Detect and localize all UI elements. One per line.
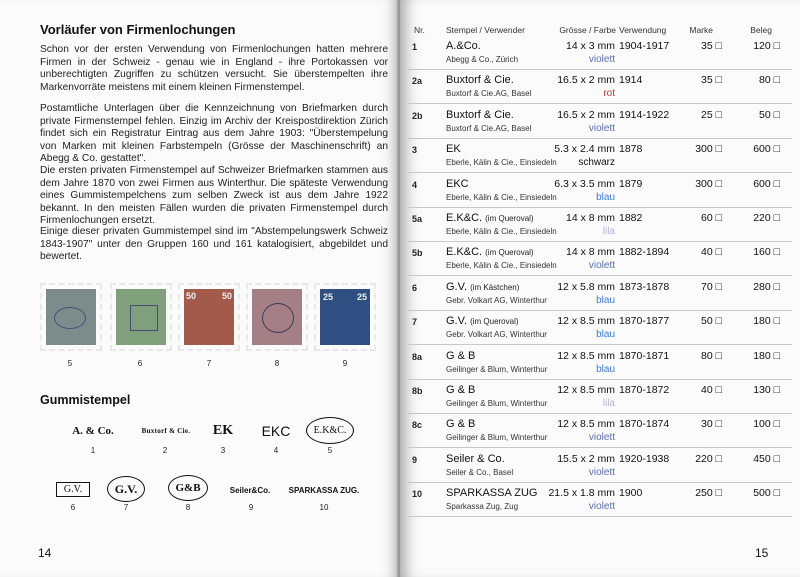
row-verwendung: 1873-1878 <box>619 280 670 293</box>
row-groesse: 12 x 8.5 mm <box>557 418 615 431</box>
gummistempel-5-text: E.K&C. <box>313 425 347 436</box>
gummi-caption-8: 8 <box>185 503 191 512</box>
header-groesse: Grösse / Farbe <box>559 25 616 35</box>
row-stempel-name: G.V. <box>446 315 467 328</box>
row-nr: 5b <box>412 248 423 259</box>
row-stempel <box>446 246 534 258</box>
row-stempel <box>446 212 534 224</box>
row-marke: 300 □ <box>695 143 722 156</box>
gummi-caption-3: 3 <box>220 446 226 455</box>
row-verwender: Eberle, Kälin & Cie., Einsiedeln <box>446 158 557 168</box>
row-nr: 10 <box>412 489 423 500</box>
gummi-caption-9: 9 <box>248 503 254 512</box>
header-verwendung: Verwendung <box>619 25 667 35</box>
row-marke: 220 □ <box>695 452 722 465</box>
row-groesse: 12 x 8.5 mm <box>557 384 615 396</box>
row-verwender: Sparkassa Zug, Zug <box>446 502 519 512</box>
table-row <box>400 209 800 242</box>
row-beleg: 120 □ <box>753 40 780 52</box>
row-groesse: 21.5 x 1.8 mm <box>548 487 615 500</box>
row-divider <box>408 69 792 70</box>
row-divider <box>408 413 792 414</box>
row-farbe: violett <box>588 432 615 444</box>
row-nr: 9 <box>412 454 418 465</box>
row-divider <box>408 275 792 276</box>
stamp-value-7: 50 <box>186 291 197 301</box>
gummistempel-8 <box>168 475 208 501</box>
row-stempel <box>446 315 519 327</box>
row-verwender: Gebr. Volkart AG, Winterthur <box>446 295 547 305</box>
row-farbe: blau <box>596 363 615 375</box>
row-divider <box>408 310 792 311</box>
gummi-caption-2: 2 <box>162 446 168 455</box>
row-farbe: violett <box>588 501 615 513</box>
row-stempel-name: SPARKASSA ZUG <box>446 487 538 500</box>
row-farbe: schwarz <box>578 157 615 169</box>
stamp-caption-6: 6 <box>137 359 143 368</box>
row-beleg: 500 □ <box>753 487 780 500</box>
row-groesse: 16.5 x 2 mm <box>557 74 615 87</box>
row-marke: 250 □ <box>695 487 722 500</box>
row-stempel-name: Seiler & Co. <box>446 452 505 465</box>
header-beleg: Beleg <box>750 25 772 35</box>
stamp-image-6 <box>110 283 172 351</box>
row-verwender: Geilinger & Blum, Winterthur <box>446 364 548 374</box>
gummistempel-10: SPARKASSA ZUG. <box>288 486 360 495</box>
row-nr: 8c <box>412 420 423 431</box>
row-verwender: Gebr. Volkart AG, Winterthur <box>446 330 547 340</box>
row-beleg: 180 □ <box>753 315 780 328</box>
row-marke: 25 □ <box>701 108 722 121</box>
row-stempel-name: EKC <box>446 177 469 190</box>
gummistempel-9: Seiler&Co. <box>229 486 271 495</box>
row-verwendung: 1878 <box>619 143 643 156</box>
gummistempel-1: A. & Co. <box>72 425 114 437</box>
gummistempel-6 <box>56 482 90 497</box>
gummistempel-7-text: G.V. <box>114 481 138 496</box>
row-marke: 30 □ <box>701 418 722 431</box>
row-stempel-name: G & B <box>446 418 476 431</box>
row-farbe: blau <box>596 294 615 306</box>
row-beleg: 180 □ <box>753 349 780 362</box>
row-divider <box>408 207 792 208</box>
row-nr: 2a <box>412 76 423 87</box>
gummi-caption-1: 1 <box>90 446 96 455</box>
row-stempel-name: Buxtorf & Cie. <box>446 74 514 87</box>
gummistempel-4: EKC <box>261 423 291 439</box>
table-row <box>400 37 800 70</box>
row-farbe: blau <box>596 329 615 341</box>
page-number-right: 15 <box>755 546 769 560</box>
row-stempel-note: (im Queroval) <box>485 214 534 223</box>
row-stempel-name: G & B <box>446 384 476 396</box>
row-groesse: 15.5 x 2 mm <box>557 452 615 465</box>
stamp-image-9 <box>314 283 376 351</box>
row-verwender: Buxtorf & Cie.AG, Basel <box>446 123 532 133</box>
row-stempel <box>446 281 519 293</box>
table-row <box>400 450 800 483</box>
stamp-overprint-box <box>130 305 158 331</box>
row-nr: 2b <box>412 110 423 121</box>
row-verwendung: 1882-1894 <box>619 246 670 259</box>
row-groesse: 16.5 x 2 mm <box>557 108 615 121</box>
row-marke: 40 □ <box>701 384 722 396</box>
row-stempel <box>446 178 469 190</box>
row-beleg: 600 □ <box>753 143 780 156</box>
row-groesse: 6.3 x 3.5 mm <box>554 177 615 190</box>
row-verwender: Eberle, Kälin & Cie., Einsiedeln <box>446 227 557 236</box>
row-divider <box>408 516 792 517</box>
table-row <box>400 140 800 173</box>
gummistempel-3: EK <box>212 423 234 438</box>
row-divider <box>408 241 792 242</box>
row-stempel <box>446 487 538 499</box>
row-verwendung: 1904-1917 <box>619 40 670 52</box>
row-beleg: 100 □ <box>753 418 780 431</box>
row-marke: 300 □ <box>695 177 722 190</box>
row-verwendung: 1914-1922 <box>619 108 670 121</box>
row-farbe: blau <box>596 191 615 203</box>
gummi-caption-6: 6 <box>70 503 76 512</box>
row-beleg: 450 □ <box>753 452 780 465</box>
row-verwendung: 1870-1874 <box>619 418 670 431</box>
row-divider <box>408 447 792 448</box>
row-verwender: Abegg & Co., Zürich <box>446 55 519 64</box>
stamp-caption-7: 7 <box>206 359 212 368</box>
row-divider <box>408 172 792 173</box>
row-verwendung: 1879 <box>619 177 643 190</box>
row-verwendung: 1900 <box>619 487 643 500</box>
stamp-value-7b: 50 <box>221 291 232 301</box>
row-farbe: violett <box>588 122 615 134</box>
row-groesse: 14 x 3 mm <box>565 40 615 52</box>
stamp-caption-9: 9 <box>342 359 348 368</box>
row-marke: 50 □ <box>701 315 722 328</box>
stamp-overprint-oval <box>54 307 86 329</box>
row-beleg: 600 □ <box>753 177 780 190</box>
row-marke: 60 □ <box>701 212 722 224</box>
stamp-image-8 <box>246 283 308 351</box>
row-groesse: 5.3 x 2.4 mm <box>554 143 615 156</box>
row-verwendung: 1882 <box>619 212 643 224</box>
row-nr: 7 <box>412 317 418 328</box>
row-stempel-name: G & B <box>446 349 476 362</box>
row-beleg: 50 □ <box>759 108 780 121</box>
stamp-value-9b: 25 <box>356 292 367 302</box>
row-groesse: 12 x 8.5 mm <box>557 315 615 328</box>
row-verwendung: 1870-1877 <box>619 315 670 328</box>
paragraph-3: Die ersten privaten Firmenstempel auf Schweizer Briefmarken stammen aus dem Jahre 1870 von zwei Firmen aus Winterthur. Die späteste Verwendung eines Gummistempelchens zum selben Zweck ist aus dem Jahre 1922 bekannt. In den meisten Fällen wurden die privaten Firmenstempel durch Firmenlochungen ersetzt. <box>40 165 388 227</box>
gummistempel-2: Buxtorf & Cie. <box>141 427 191 435</box>
row-stempel-note: (im Queroval) <box>485 248 534 258</box>
row-marke: 40 □ <box>701 246 722 259</box>
stamp-caption-5: 5 <box>67 359 73 368</box>
stamp-value-9: 25 <box>323 292 334 302</box>
row-farbe: lila <box>602 226 615 237</box>
stamp-image-7 <box>178 283 240 351</box>
table-row <box>400 415 800 448</box>
row-stempel <box>446 453 505 465</box>
row-marke: 80 □ <box>701 349 722 362</box>
row-farbe: rot <box>603 88 615 100</box>
gummistempel-7 <box>107 476 145 502</box>
row-beleg: 220 □ <box>753 212 780 224</box>
gummistempel-5 <box>306 417 354 444</box>
gummi-caption-5: 5 <box>327 446 333 455</box>
row-beleg: 160 □ <box>753 246 780 259</box>
gummi-caption-10: 10 <box>319 503 329 512</box>
row-farbe: violett <box>588 54 615 65</box>
stamp-caption-8: 8 <box>274 359 280 368</box>
table-row <box>400 381 800 414</box>
right-page <box>400 0 800 577</box>
row-verwender: Seiler & Co., Basel <box>446 467 514 477</box>
stamp-overprint-circle <box>262 303 294 333</box>
header-marke: Marke <box>689 25 713 35</box>
row-divider <box>408 379 792 380</box>
row-farbe: violett <box>588 260 615 272</box>
table-row <box>400 71 800 104</box>
row-nr: 8b <box>412 386 423 396</box>
row-groesse: 12 x 5.8 mm <box>557 280 615 293</box>
row-stempel-name: Buxtorf & Cie. <box>446 108 514 121</box>
row-nr: 8a <box>412 351 423 362</box>
row-stempel-name: E.K&C. <box>446 212 483 224</box>
row-stempel <box>446 74 514 86</box>
row-stempel-name: A.&Co. <box>446 40 481 52</box>
row-stempel <box>446 350 475 362</box>
row-stempel <box>446 384 475 396</box>
row-stempel-name: EK <box>446 143 461 156</box>
row-groesse: 14 x 8 mm <box>565 212 615 224</box>
paragraph-4: Einige dieser privaten Gummistempel sind im "Abstempelungswerk Schweiz 1843-1907" unter den Gruppen 160 und 161 katalogisiert, abgebildet und bewertet. <box>40 226 388 263</box>
row-verwendung: 1914 <box>619 74 643 87</box>
row-stempel-name: G.V. <box>446 280 467 293</box>
row-verwender: Eberle, Kälin & Cie., Einsiedeln <box>446 261 557 271</box>
table-row <box>400 484 800 517</box>
table-row <box>400 175 800 208</box>
gummistempel-8-text: G&B <box>175 482 201 494</box>
row-verwender: Geilinger & Blum, Winterthur <box>446 433 548 443</box>
row-groesse: 14 x 8 mm <box>565 246 615 259</box>
row-divider <box>408 103 792 104</box>
row-divider <box>408 344 792 345</box>
row-stempel-note: (im Queroval) <box>470 317 519 327</box>
row-verwendung: 1920-1938 <box>619 452 670 465</box>
page-number-left: 14 <box>38 546 52 560</box>
row-nr: 4 <box>412 179 418 190</box>
row-verwender: Geilinger & Blum, Winterthur <box>446 399 548 408</box>
gummi-title: Gummistempel <box>40 393 131 407</box>
row-divider <box>408 138 792 139</box>
row-stempel-name: E.K&C. <box>446 246 483 259</box>
row-beleg: 280 □ <box>753 280 780 293</box>
row-nr: 5a <box>412 214 423 224</box>
left-page <box>0 0 398 577</box>
row-marke: 70 □ <box>701 280 722 293</box>
header-stempel: Stempel / Verwender <box>446 25 525 35</box>
row-verwendung: 1870-1871 <box>619 349 670 362</box>
section-title: Vorläufer von Firmenlochungen <box>40 22 236 37</box>
table-row <box>400 106 800 139</box>
gummistempel-6-text: G.V. <box>63 484 83 495</box>
gummi-caption-7: 7 <box>123 503 129 512</box>
gummi-caption-4: 4 <box>273 446 279 455</box>
row-nr: 6 <box>412 282 418 293</box>
row-stempel <box>446 418 475 430</box>
row-verwender: Buxtorf & Cie.AG, Basel <box>446 89 532 99</box>
row-farbe: violett <box>588 466 615 478</box>
table-row <box>400 312 800 345</box>
row-beleg: 80 □ <box>759 74 780 87</box>
row-marke: 35 □ <box>701 40 722 52</box>
row-divider <box>408 482 792 483</box>
stamp-image-5 <box>40 283 102 351</box>
table-row <box>400 347 800 380</box>
header-nr: Nr. <box>414 25 425 35</box>
row-stempel <box>446 40 481 52</box>
paragraph-2: Postamtliche Unterlagen über die Kennzeichnung von Briefmarken durch private Firmenstempel fehlen. Einzig im Archiv der Kreispostdirektion Zürich findet sich ein Registratur Eintrag aus dem Jahre 1903: "Überstempelung von Marken mit kleinen Farbstempeln (Grösse der Maschinenschrift) an Abegg & Co. gestattet". <box>40 103 388 165</box>
paragraph-1: Schon vor der ersten Verwendung von Firmenlochungen hatten mehrere Firmen in der Schweiz - genau wie in England - ihre Portokassen vor unberechtigten Zugriffen zu schützen versucht. Sie überstempelten ihre Markenvorräte meistens mit einem kleinen Firmenstempel. <box>40 44 388 93</box>
row-beleg: 130 □ <box>753 384 780 396</box>
row-verwendung: 1870-1872 <box>619 384 670 396</box>
row-groesse: 12 x 8.5 mm <box>557 349 615 362</box>
row-nr: 1 <box>412 42 418 52</box>
row-marke: 35 □ <box>701 74 722 87</box>
row-stempel-note: (im Kästchen) <box>470 282 520 292</box>
row-nr: 3 <box>412 145 418 156</box>
row-farbe: lila <box>602 398 615 409</box>
row-verwender: Eberle, Kälin & Cie., Einsiedeln <box>446 192 557 202</box>
row-stempel <box>446 143 461 155</box>
table-row <box>400 243 800 276</box>
table-row <box>400 278 800 311</box>
row-stempel <box>446 109 514 121</box>
